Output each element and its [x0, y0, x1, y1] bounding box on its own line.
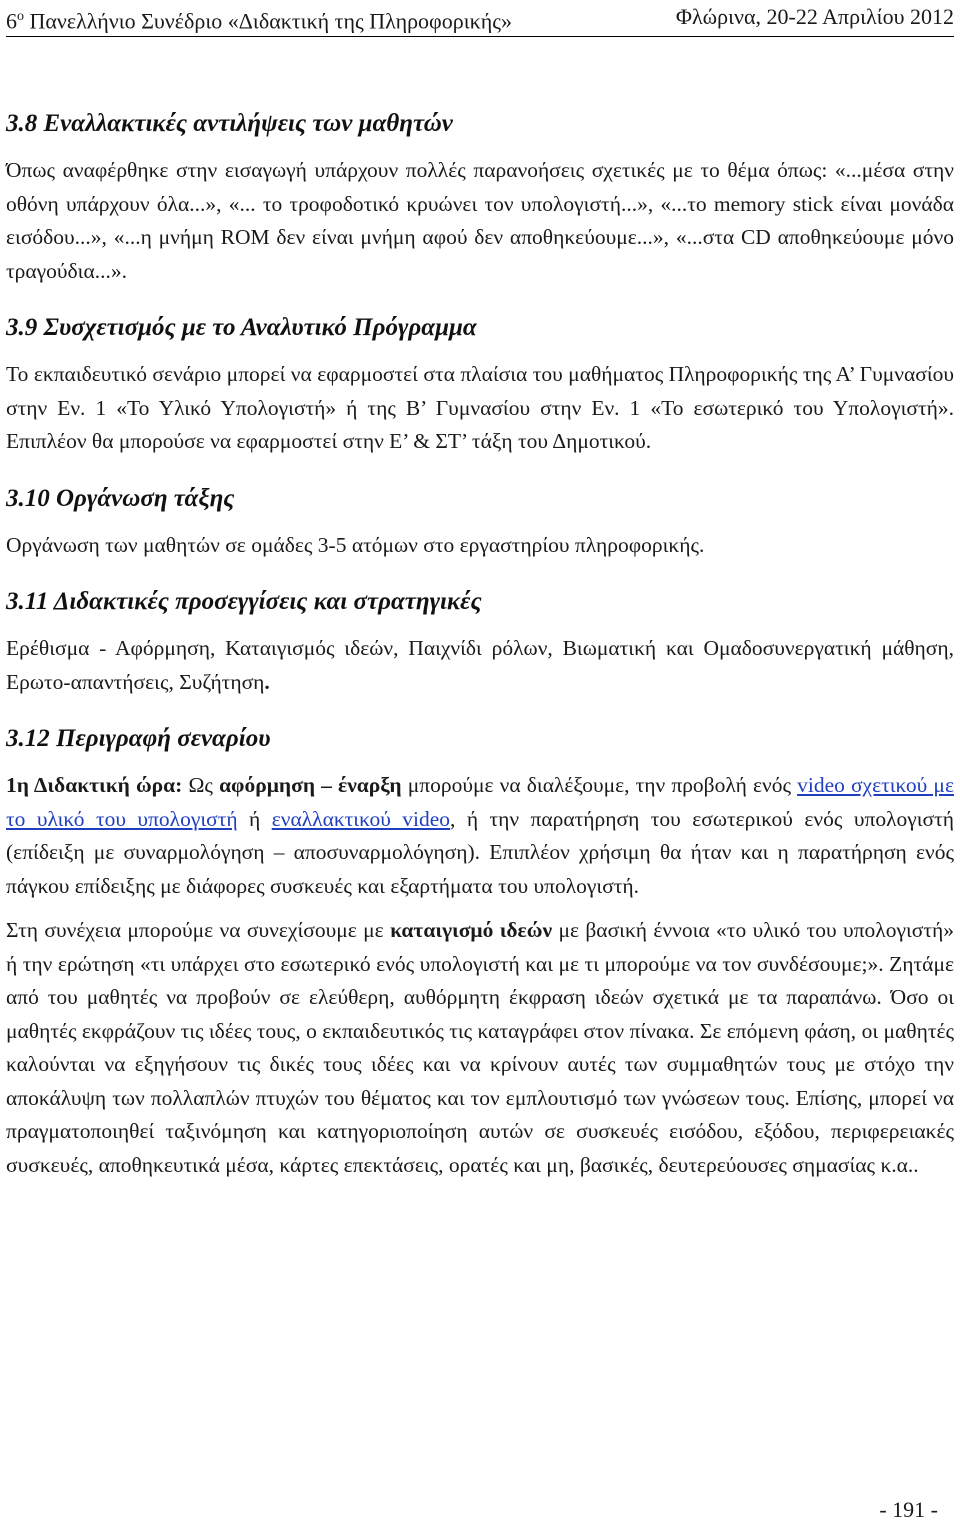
section-3-12 [6, 723, 954, 1182]
section-paragraph: Το εκπαιδευτικό σενάριο μπορεί να εφαρμοστεί στα πλαίσια του μαθήματος Πληροφορικής της Α’ Γυμνασίου στην Εν. 1 «Το Υλικό Υπολογιστή» ή της Β’ Γυμνασίου στην Εν. 1 «Το εσωτερικό του Υπολογιστή». Επιπλέον θα μπορούσε να εφαρμοστεί στην Ε’ & ΣΤ’ τάξη του Δημοτικού. [6, 362, 954, 453]
section-paragraph: Οργάνωση των μαθητών σε ομάδες 3-5 ατόμων στο εργαστηρίου πληροφορικής. [6, 532, 705, 557]
location-date: Φλώρινα, 20-22 Απριλίου 2012 [675, 4, 954, 29]
section-paragraph: 1η Διδακτική ώρα: Ως αφόρμηση – έναρξη μπορούμε να διαλέξουμε, την προβολή ενός video σχετικού με το υλικό του υπολογιστή ή εναλλακτικού video, ή την παρατήρηση του εσωτερικού ενός υπολογιστή (επίδειξη με συναρμολόγηση – αποσυναρμολόγηση). Επιπλέον χρήσιμη θα ήταν και η παρατήρηση ενός πάγκου επίδειξης με διάφορες συσκευές και εξαρτήματα του υπολογιστή. [6, 773, 954, 898]
section-paragraph: Όπως αναφέρθηκε στην εισαγωγή υπάρχουν πολλές παρανοήσεις σχετικές με το θέμα όπως: «...μέσα στην οθόνη υπάρχουν όλα...», «... το τροφοδοτικό κρυώνει τον υπολογιστή...», «...το memory stick είναι μονάδα εισόδου...», «...η μνήμη ROM δεν είναι μνήμη αφού δεν αποθηκεύουμε...», «...στα CD αποθηκεύουμε μόνο τραγούδια...». [6, 158, 954, 283]
section-heading: 3.10 Οργάνωση τάξης [6, 484, 235, 512]
header-divider [6, 36, 954, 37]
ordinal-superscript: ο [17, 9, 24, 24]
section-heading: 3.12 Περιγραφή σεναρίου [6, 725, 271, 752]
running-header [6, 4, 954, 34]
section-heading: 3.8 Εναλλακτικές αντιλήψεις των μαθητών [6, 110, 453, 137]
section-3-9 [6, 312, 954, 459]
section-paragraph: Στη συνέχεια μπορούμε να συνεχίσουμε με καταιγισμό ιδεών με βασική έννοια «το υλικό του υπολογιστή» ή την ερώτηση «τι υπάρχει στο εσωτερικό ενός υπολογιστή και με τι μπορούμε να τον συνδέσουμε;». Ζητάμε από του μαθητές να προβούν σε ελεύθερη, αυθόρμητη έκφραση ιδεών σχετικά με τα παραπάνω. Όσο οι μαθητές εκφράζουν τις ιδέες τους, ο εκπαιδευτικός τις καταγράφει στον πίνακα. Σε επόμενη φάση, οι μαθητές καλούνται να εξηγήσουν τις δικές τους ιδέες και να κρίνουν αυτές των συμμαθητών τους με στόχο την αποκάλυψη των πολλαπλών πτυχών του θέματος και τον εμπλουτισμό των γνώσεων τους. Επίσης, μπορεί να πραγματοποιηθεί ταξινόμηση και κατηγοριοποίηση αυτών σε συσκευές εισόδου, εξόδου, περιφερειακές συσκευές, αποθηκευτικά μέσα, κάρτες επεκτάσεις, ορατές και μη, βασικές, δευτερεύουσες σημασίας κ.α.. [6, 918, 954, 1177]
page-body [6, 108, 954, 1182]
section-3-11 [6, 586, 954, 699]
section-paragraph: Ερέθισμα - Αφόρμηση, Καταιγισμός ιδεών, Παιχνίδι ρόλων, Βιωματική και Ομαδοσυνεργατική μάθηση, Ερωτο-απαντήσεις, Συζήτηση. [6, 636, 954, 694]
page-number: - 191 - [879, 1497, 938, 1522]
section-3-10 [6, 483, 954, 563]
section-heading: 3.11 Διδακτικές προσεγγίσεις και στρατηγικές [6, 588, 482, 615]
video-link[interactable]: video σχετικού με το υλικό του υπολογιστή [6, 773, 954, 831]
section-heading: 3.9 Συσχετισμός με το Αναλυτικό Πρόγραμμα [6, 314, 477, 341]
conference-title: $6^o$ Πανελλήνιο Συνέδριο «Διδακτική της Πληροφορικής» [6, 8, 512, 34]
alternative-video-link[interactable]: εναλλακτικού video [271, 806, 451, 831]
section-3-8 [6, 108, 954, 288]
